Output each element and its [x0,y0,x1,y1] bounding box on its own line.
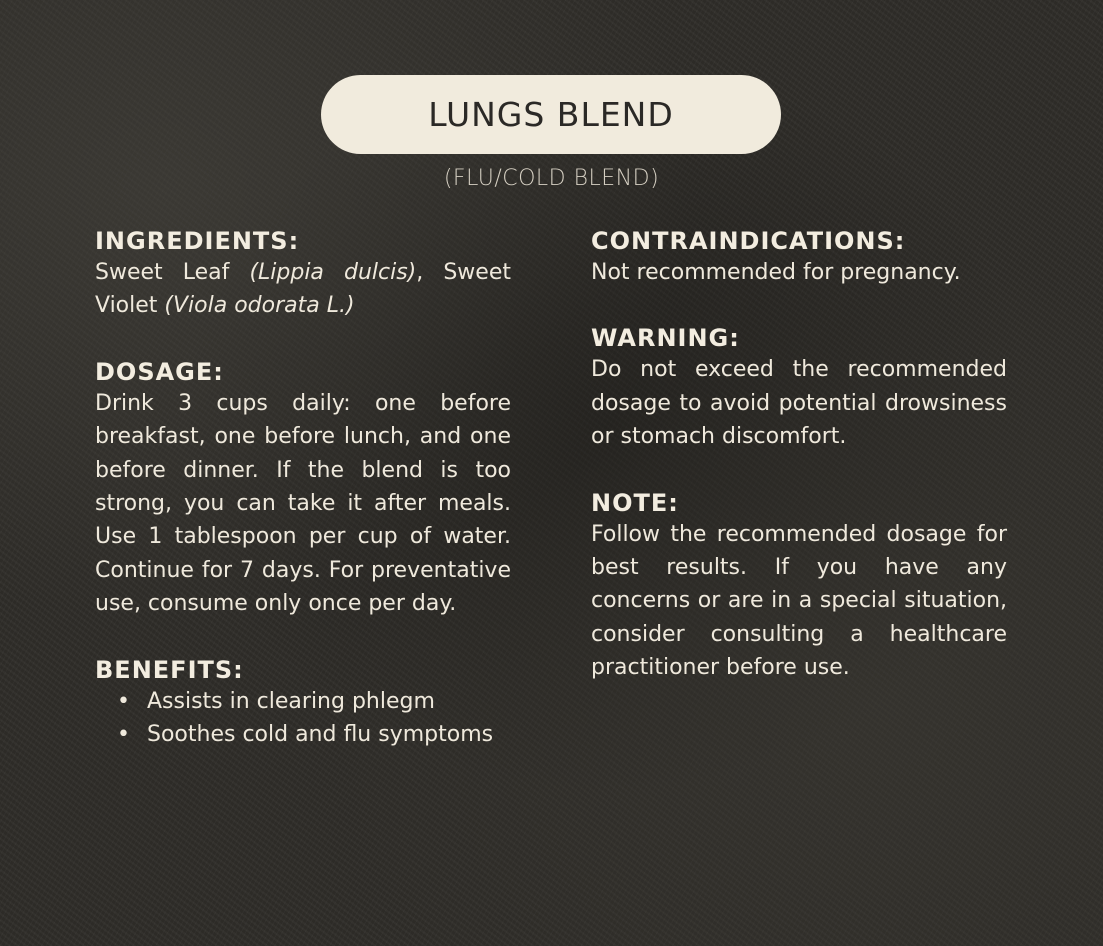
ingredients-heading: INGREDIENTS: [95,227,300,255]
ingredient-1-separator: , [416,260,424,285]
ingredients-list [95,256,511,323]
benefit-text: Assists in clearing phlegm [147,688,435,714]
ingredient-2-common: Sweet Violet [95,260,511,319]
bullet-icon: • [117,722,130,748]
contraindications-heading: CONTRAINDICATIONS: [591,227,906,255]
contraindications-section [591,226,1007,289]
ingredient-1-latin: (Lippia dulcis) [249,260,417,285]
bullet-icon: • [117,688,130,714]
ingredient-1 [95,260,423,285]
list-item [95,685,511,718]
ingredients-section [95,226,511,323]
dosage-heading: DOSAGE: [95,357,224,386]
benefit-text: Soothes cold and flu symptoms [147,722,494,748]
warning-heading: WARNING: [591,324,740,353]
benefits-heading: BENEFITS: [95,655,244,684]
note-text: Follow the recommended dosage for best results. If you have any concerns or are in a special situation, consider consulting a healthcare practitioner before use. [591,521,1007,681]
contraindications-text: Not recommended for pregnancy. [591,260,961,285]
warning-text: Do not exceed the recommended dosage to avoid potential drowsiness or stomach discomfort. [591,357,1007,450]
benefits-section [95,655,511,752]
note-heading: NOTE: [591,488,679,517]
right-column [591,226,1007,719]
note-section [591,488,1007,685]
warning-section [591,323,1007,453]
ingredient-1-common: Sweet Leaf [95,260,230,285]
dosage-text: Drink 3 cups daily: one before breakfast, one before lunch, and one before dinner. If the blend is too strong, you can take it after meals. Use 1 tablespoon per cup of water. Continue for 7 days. For preventative use, consume only once per day. [95,390,511,617]
page-title: LUNGS BLEND [428,95,674,134]
ingredient-2-latin: (Viola odorata L.) [164,293,355,319]
left-column [95,226,511,785]
dosage-section [95,357,511,621]
list-item [95,718,511,751]
page-subtitle: (FLU/COLD BLEND) [443,166,660,191]
benefits-list [95,685,511,752]
title-banner [321,75,781,154]
